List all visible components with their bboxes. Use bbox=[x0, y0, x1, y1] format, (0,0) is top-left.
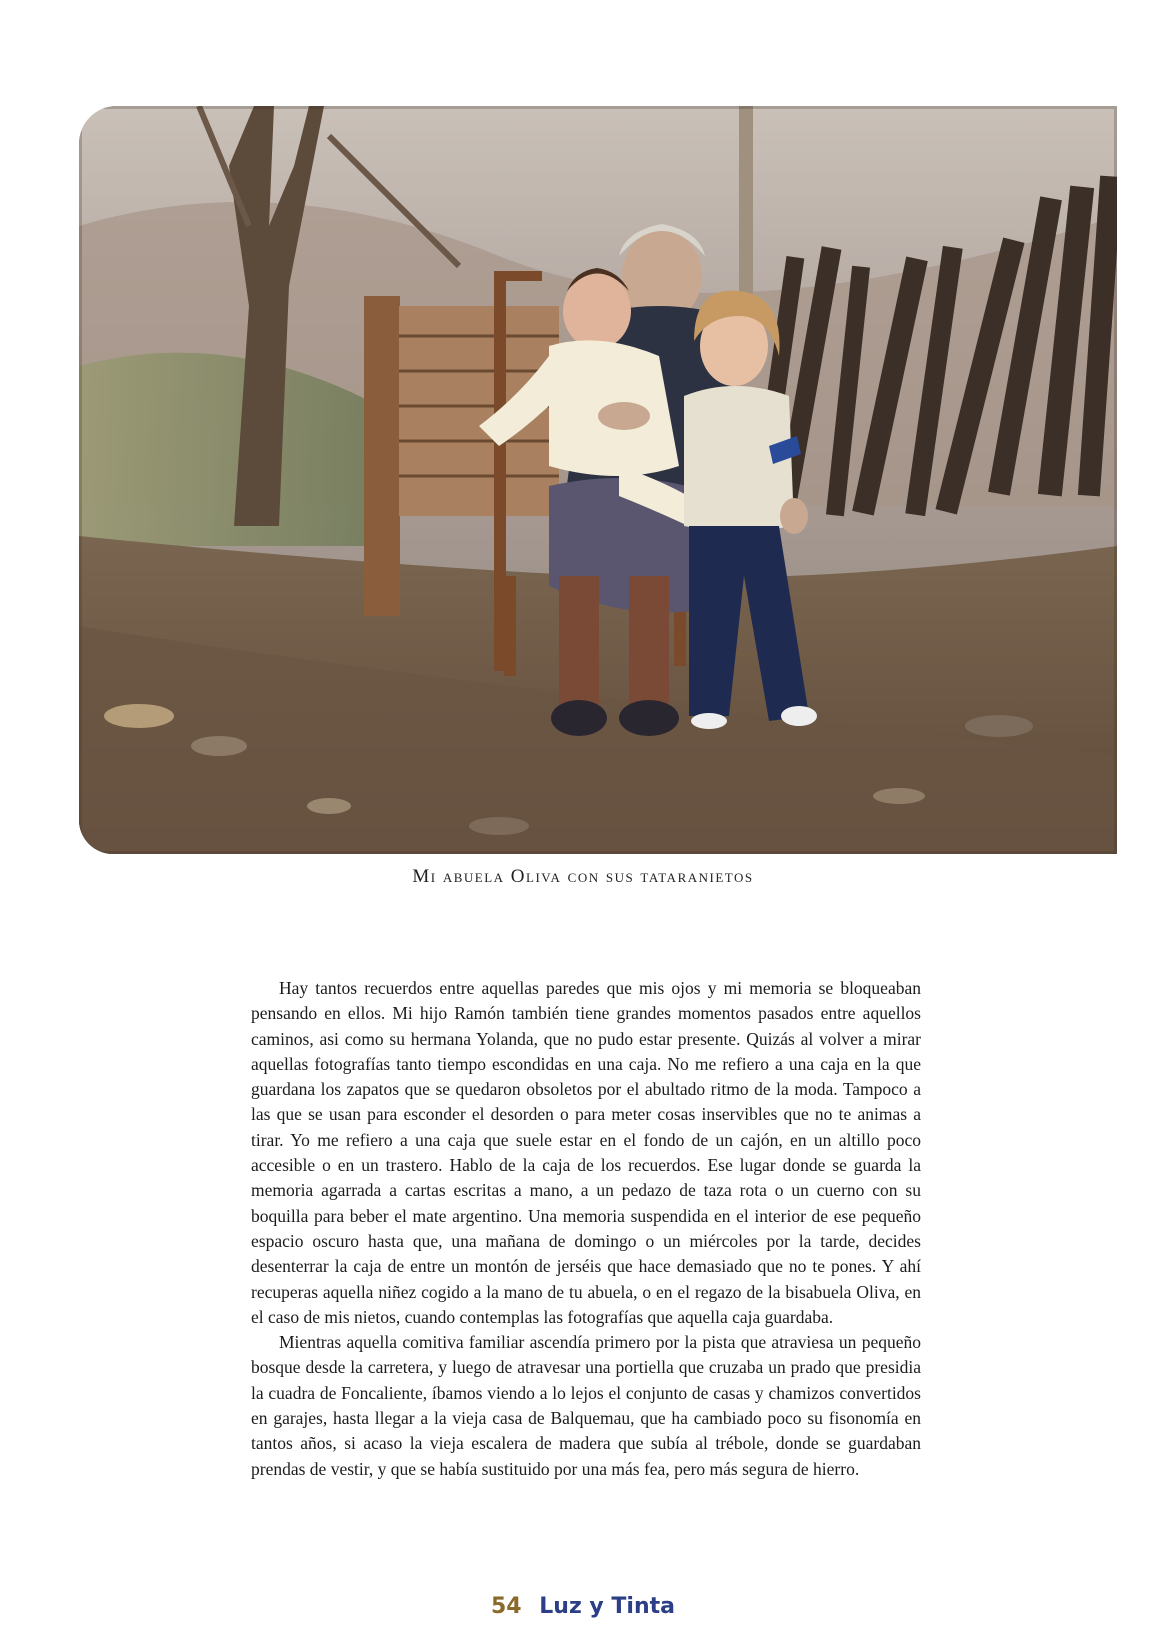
paragraph: Hay tantos recuerdos entre aquellas paredes que mis ojos y mi memoria se bloqueaban pensando en ellos. Mi hijo Ramón también tiene grandes momentos pasados entre aquellos caminos, asi como su hermana Yolanda, que no pudo estar presente. Quizás al volver a mirar aquellas fotografías tanto tiempo escondidas en una caja. No me refiero a una caja en la que guardana los zapatos que se quedaron obsoletos por el abultado ritmo de la moda. Tampoco a las que se usan para esconder el desorden o para meter cosas inservibles que no te animas a tirar. Yo me refiero a una caja que suele estar en el fondo de un cajón, en un altillo poco accesible o en un trastero. Hablo de la caja de los recuerdos. Ese lugar donde se guarda la memoria agarrada a cartas escritas a mano, a un pedazo de taza rota o un cuerno con su boquilla para beber el mate argentino. Una memoria suspendida en el interior de ese pequeño espacio oscuro hasta que, una mañana de domingo o un miércoles por la tarde, decides desenterrar la caja de entre un montón de jerséis que hace demasiado que no te pones. Y ahí recuperas aquella niñez cogido a la mano de tu abuela, o en el regazo de la bisabuela Oliva, en el caso de mis nietos, cuando contemplas las fotografías que aquella caja guardaba. bbox=[251, 978, 921, 1327]
page-footer bbox=[0, 1594, 1166, 1619]
page-number: 54 bbox=[490, 1594, 522, 1619]
family-photograph bbox=[79, 106, 1117, 854]
article-body bbox=[251, 976, 921, 1482]
publication-name: Luz y Tinta bbox=[539, 1594, 675, 1619]
photo-caption: Mi abuela Oliva con sus tataranietos bbox=[412, 866, 754, 887]
paragraph: Mientras aquella comitiva familiar ascendía primero por la pista que atraviesa un pequeño bosque desde la carretera, y luego de atravesar una portiella que cruzaba un prado que presidia la cuadra de Foncaliente, íbamos viendo a lo lejos el conjunto de casas y chamizos convertidos en garajes, hasta llegar a la vieja casa de Balquemau, que ha cambiado poco su fisonomía en tantos años, si acaso la vieja escalera de madera que subía al trébole, donde se guardaban prendas de vestir, y que se había sustituido por una más fea, pero más segura de hierro. bbox=[251, 1332, 921, 1479]
